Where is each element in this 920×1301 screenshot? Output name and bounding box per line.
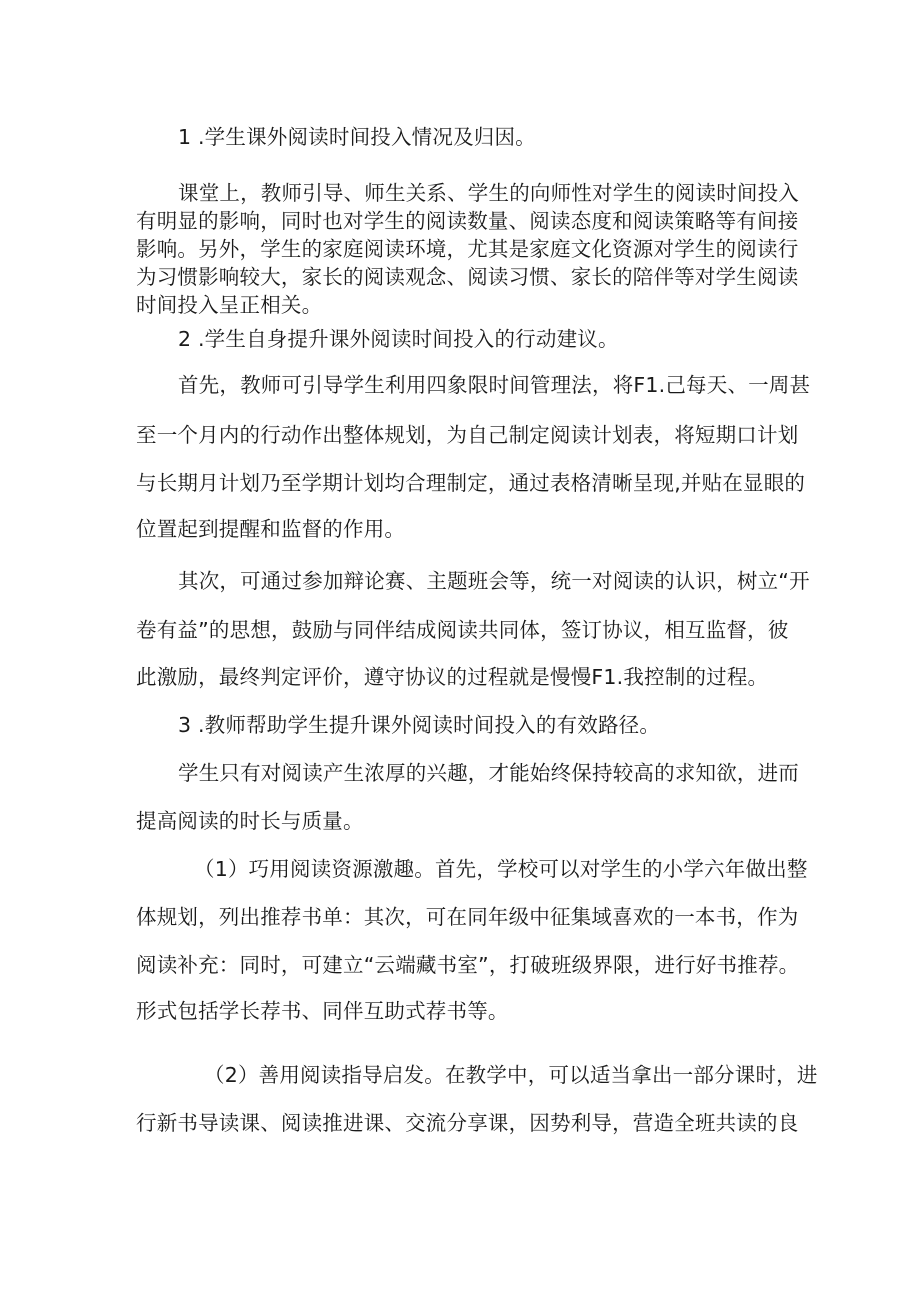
section-1-line-4: 为习惯影响较大，家长的阅读观念、阅读习惯、家长的陪伴等对学生阅读 [136, 265, 799, 289]
section-2-para-1-line-4: 位置起到提醒和监督的作用。 [136, 517, 406, 541]
section-3-heading: 3 .教师帮助学生提升课外阅读时间投入的有效路径。 [178, 713, 661, 737]
section-1-heading: 1 .学生课外阅读时间投入情况及归因。 [178, 125, 536, 149]
item-1-line-2: 体规划，列出推荐书单：其次，可在同年级中征集域喜欢的一本书，作为 [136, 905, 799, 929]
item-1-line-4: 形式包括学长荐书、同伴互助式荐书等。 [136, 999, 509, 1023]
item-2-line-1: （2）善用阅读指导启发。在教学中，可以适当拿出一部分课时，进 [204, 1063, 818, 1087]
section-1-line-1: 课堂上，教师引导、师生关系、学生的向师性对学生的阅读时间投入 [178, 181, 799, 205]
section-2-heading: 2 .学生自身提升课外阅读时间投入的行动建议。 [178, 327, 619, 351]
section-1-line-5: 时间投入呈正相关。 [136, 293, 323, 317]
section-3-intro-line-1: 学生只有对阅读产生浓厚的兴趣，才能始终保持较高的求知欲，进而 [178, 761, 799, 785]
section-3-intro-line-2: 提高阅读的时长与质量。 [136, 809, 364, 833]
section-2-para-1-line-2: 至一个月内的行动作出整体规划，为自己制定阅读计划表，将短期口计划 [136, 423, 799, 447]
section-2-para-2-line-1: 其次，可通过参加辩论赛、主题班会等，统一对阅读的认识，树立“开 [178, 569, 810, 593]
section-1-line-2: 有明显的影响，同时也对学生的阅读数量、阅读态度和阅读策略等有间接 [136, 209, 799, 233]
item-1-line-1: （1）巧用阅读资源激趣。首先，学校可以对学生的小学六年做出整 [194, 857, 808, 881]
section-2-para-2-line-2: 卷有益”的思想，鼓励与同伴结成阅读共同体，签订协议，相互监督，彼 [136, 618, 789, 642]
section-1-line-3: 影响。另外，学生的家庭阅读环境，尤其是家庭文化资源对学生的阅读行 [136, 237, 799, 261]
section-2-para-2-line-3: 此激励，最终判定评价，遵守协议的过程就是慢慢F1.我控制的过程。 [136, 665, 769, 689]
section-2-para-1-line-3: 与长期月计划乃至学期计划均合理制定，通过表格清晰呈现,并贴在显眼的 [136, 471, 806, 495]
item-1-line-3: 阅读补充：同时，可建立“云端藏书室”，打破班级界限，进行好书推荐。 [136, 953, 800, 977]
section-2-para-1-line-1: 首先，教师可引导学生利用四象限时间管理法，将F1.己每天、一周甚 [178, 373, 811, 397]
item-2-line-2: 行新书导读课、阅读推进课、交流分享课，因势利导，营造全班共读的良 [136, 1111, 799, 1135]
